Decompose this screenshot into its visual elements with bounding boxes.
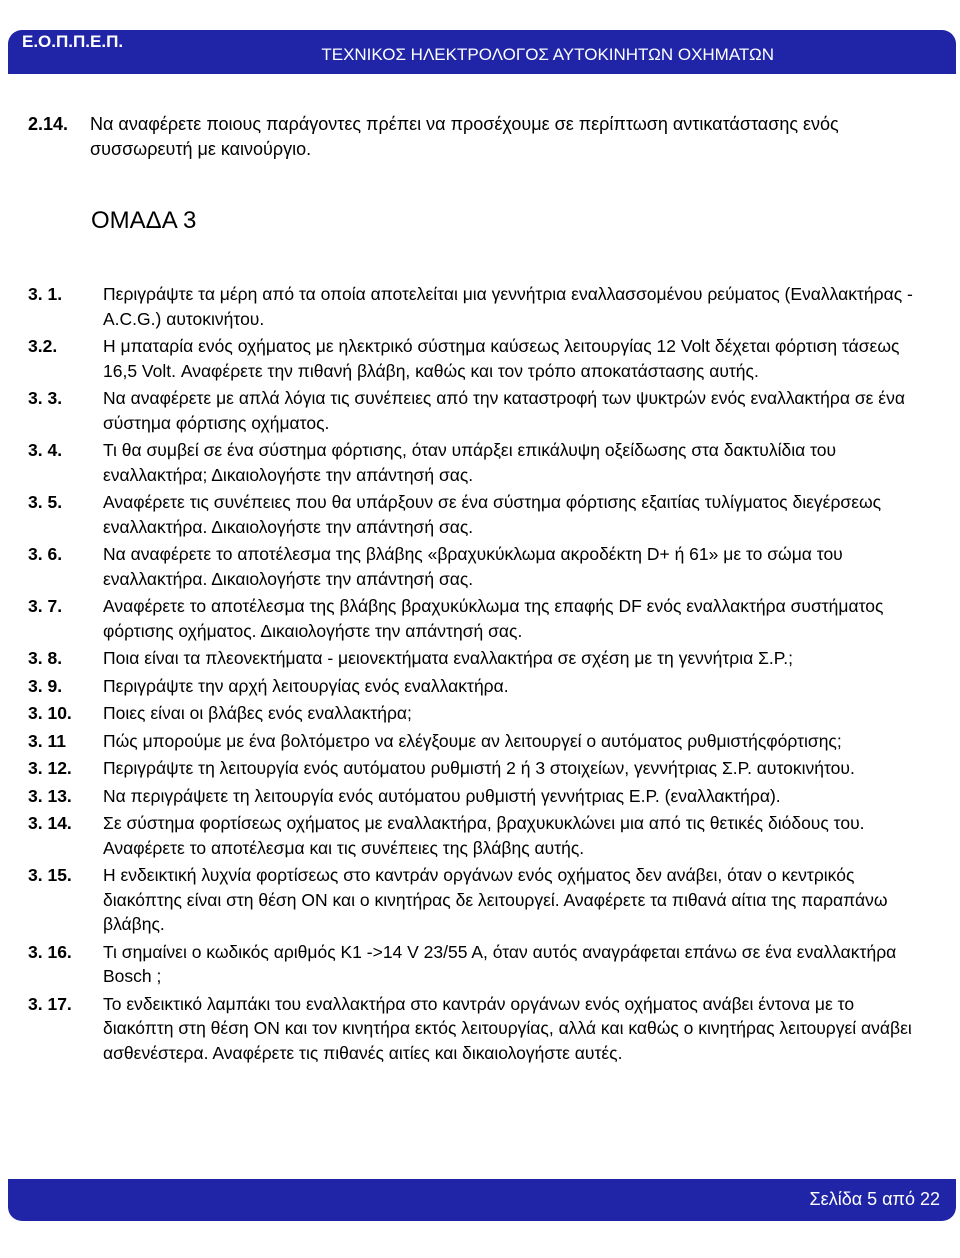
- question-item: [28, 811, 928, 860]
- question-text: Τι σημαίνει ο κωδικός αριθμός K1 ->14 V 23/55 A, όταν αυτός αναγράφεται επάνω σε ένα εναλλακτήρα Bosch ;: [103, 941, 897, 986]
- question-text: Αναφέρετε τις συνέπειες που θα υπάρξουν σε ένα σύστημα φόρτισης εξαιτίας τυλίγματος διεγέρσεως εναλλακτήρα. Δικαιολογήστε την απάντησή σας.: [103, 492, 882, 537]
- question-number: 3. 11: [28, 730, 66, 751]
- question-number: 3. 9.: [28, 675, 63, 696]
- question-item: [28, 992, 928, 1066]
- question-item: [28, 282, 928, 331]
- question-number: 3. 12.: [28, 758, 72, 778]
- question-item: [28, 940, 928, 989]
- question-number: 3. 17.: [28, 993, 72, 1014]
- org-name: Ε.Ο.Π.Π.Ε.Π.: [22, 32, 124, 51]
- question-text: Ποια είναι τα πλεονεκτήματα - μειονεκτήματα εναλλακτήρα σε σχέση με τη γεννήτρια Σ.Ρ.;: [103, 648, 793, 668]
- question-item: [28, 701, 928, 726]
- question-number: 3. 3.: [28, 388, 63, 408]
- question-text: Περιγράψτε την αρχή λειτουργίας ενός εναλλακτήρα.: [103, 675, 509, 696]
- question-number: 3. 7.: [28, 596, 63, 616]
- question-2-14: [28, 112, 908, 162]
- question-number: 3. 14.: [28, 813, 72, 833]
- question-item: [28, 756, 928, 781]
- header-banner: [8, 30, 956, 74]
- question-number: 3. 6.: [28, 544, 63, 564]
- question-number: 3. 5.: [28, 492, 63, 512]
- question-item: [28, 438, 928, 487]
- question-text: Περιγράψτε τα μέρη από τα οποία αποτελείται μια γεννήτρια εναλλασσομένου ρεύματος (Εναλλακτήρας - A.C.G.) αυτοκινήτου.: [103, 284, 913, 329]
- question-item: [28, 334, 928, 383]
- question-item: [28, 729, 928, 754]
- question-item: [28, 674, 928, 699]
- question-text: Η μπαταρία ενός οχήματος με ηλεκτρικό σύστημα καύσεως λειτουργίας 12 Volt δέχεται φόρτιση τάσεως 16,5 Volt. Αναφέρετε την πιθανή βλάβη, καθώς και τον τρόπο αποκατάστασης αυτής.: [103, 336, 900, 381]
- question-number: 3. 4.: [28, 440, 63, 460]
- question-number: 3. 8.: [28, 648, 63, 668]
- group-title: ΟΜΑΔΑ 3: [91, 207, 197, 234]
- question-item: [28, 784, 928, 809]
- question-number: 3. 16.: [28, 941, 72, 962]
- question-text: Να αναφέρετε με απλά λόγια τις συνέπειες από την καταστροφή των ψυκτρών ενός εναλλακτήρα σε ένα σύστημα φόρτισης οχήματος.: [103, 388, 905, 433]
- question-number: 2.14.: [28, 114, 69, 134]
- question-text: Η ενδεικτική λυχνία φορτίσεως στο καντράν οργάνων ενός οχήματος δεν ανάβει, όταν ο κεντρικός διακόπτης είναι στη θέση ON και ο κινητήρας δε λειτουργεί. Αναφέρετε τα πιθανά αίτια της παραπάνω βλάβης.: [103, 865, 888, 934]
- question-item: [28, 646, 928, 671]
- footer-banner: [8, 1179, 956, 1221]
- page-number: Σελίδα 5 από 22: [809, 1189, 940, 1209]
- question-text: Αναφέρετε το αποτέλεσμα της βλάβης βραχυκύκλωμα της επαφής DF ενός εναλλακτήρα συστήματος φόρτισης οχήματος. Δικαιολογήστε την απάντησή σας.: [103, 596, 884, 641]
- question-item: [28, 386, 928, 435]
- question-text: Σε σύστημα φορτίσεως οχήματος με εναλλακτήρα, βραχυκυκλώνει μια από τις θετικές διόδους του. Αναφέρετε το αποτέλεσμα και τις συνέπειες της βλάβης αυτής.: [103, 813, 865, 858]
- question-item: [28, 542, 928, 591]
- question-text: Να περιγράψετε τη λειτουργία ενός αυτόματου ρυθμιστή γεννήτριας Ε.Ρ. (εναλλακτήρα).: [103, 785, 781, 806]
- question-item: [28, 490, 928, 539]
- question-number: 3. 13.: [28, 785, 72, 806]
- question-text: Ποιες είναι οι βλάβες ενός εναλλακτήρα;: [103, 703, 412, 723]
- question-text: Τι θα συμβεί σε ένα σύστημα φόρτισης, όταν υπάρξει επικάλυψη οξείδωσης στα δακτυλίδια του εναλλακτήρα; Δικαιολογήστε την απάντησή σας.: [103, 440, 837, 485]
- question-text: Να αναφέρετε ποιους παράγοντες πρέπει να προσέχουμε σε περίπτωση αντικατάστασης ενός συσσωρευτή με καινούργιο.: [90, 114, 839, 159]
- question-number: 3. 10.: [28, 703, 72, 723]
- question-number: 3. 15.: [28, 865, 72, 885]
- question-text: Πώς μπορούμε με ένα βολτόμετρο να ελέγξουμε αν λειτουργεί ο αυτόματος ρυθμιστήςφόρτισης;: [103, 730, 842, 751]
- question-list: [28, 282, 928, 1068]
- document-title: ΤΕΧΝΙΚΟΣ ΗΛΕΚΤΡΟΛΟΓΟΣ ΑΥΤΟΚΙΝΗΤΩΝ ΟΧΗΜΑΤΩΝ: [321, 45, 774, 64]
- question-number: 3. 1.: [28, 284, 63, 304]
- question-item: [28, 863, 928, 937]
- question-number: 3.2.: [28, 336, 58, 356]
- question-text: Το ενδεικτικό λαμπάκι του εναλλακτήρα στο καντράν οργάνων ενός οχήματος ανάβει έντονα με το διακόπτη στη θέση ON και τον κινητήρα εκτός λειτουργίας, αλλά και καθώς ο κινητήρας λειτουργεί ανάβει ασθενέστερα. Αναφέρετε τις πιθανές αιτίες και δικαιολογήστε αυτές.: [103, 993, 912, 1063]
- question-item: [28, 594, 928, 643]
- question-text: Να αναφέρετε το αποτέλεσμα της βλάβης «βραχυκύκλωμα ακροδέκτη D+ ή 61» με το σώμα του εναλλακτήρα. Δικαιολογήστε την απάντησή σας.: [103, 544, 843, 589]
- question-text: Περιγράψτε τη λειτουργία ενός αυτόματου ρυθμιστή 2 ή 3 στοιχείων, γεννήτριας Σ.Ρ. αυτοκινήτου.: [103, 758, 855, 778]
